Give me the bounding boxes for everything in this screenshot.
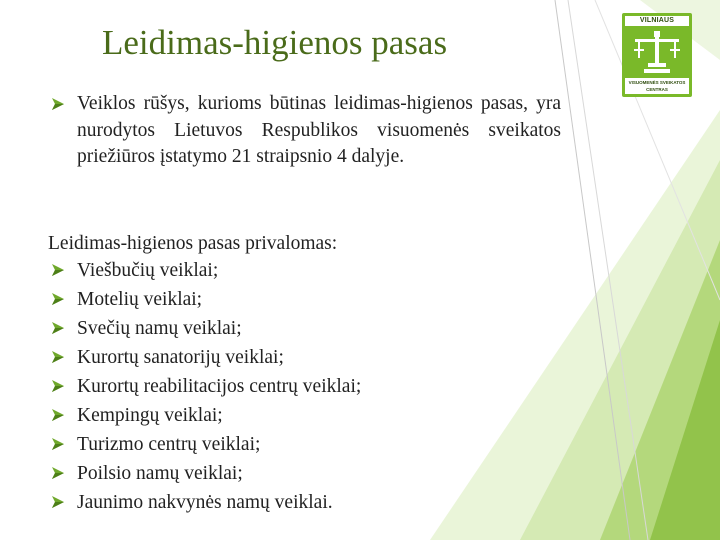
vilnius-health-center-logo [622, 13, 692, 97]
logo-top-text: VILNIAUS [625, 16, 689, 26]
list-item: Viešbučių veiklai; [77, 260, 219, 281]
list-item: Jaunimo nakvynės namų veiklai. [77, 492, 333, 513]
logo-bottom-line2: CENTRAS [646, 87, 668, 92]
arrowhead-bullet-icon [52, 380, 64, 392]
arrowhead-bullet-icon [52, 409, 64, 421]
arrowhead-bullet-icon [52, 293, 64, 305]
logo-figure-icon [630, 29, 684, 75]
list-item: Kempingų veiklai; [77, 405, 223, 426]
logo-bottom-line1: VISUOMENĖS SVEIKATOS [628, 80, 686, 85]
arrowhead-bullet-icon [52, 322, 64, 334]
intro-paragraph: Veiklos rūšys, kurioms būtinas leidimas-higienos pasas, yra nurodytos Lietuvos Respublikos visuomenės sveikatos priežiūros įstatymo 21 straipsnio 4 dalyje. [77, 93, 561, 167]
arrowhead-bullet-icon [52, 438, 64, 450]
logo-bottom-text [625, 78, 689, 94]
list-item: Svečių namų veiklai; [77, 318, 242, 339]
list-item: Kurortų sanatorijų veiklai; [77, 347, 284, 368]
arrowhead-bullet-icon [52, 467, 64, 479]
arrowhead-bullet-icon [52, 98, 64, 110]
arrowhead-bullet-icon [52, 496, 64, 508]
list-item: Poilsio namų veiklai; [77, 463, 243, 484]
list-item: Kurortų reabilitacijos centrų veiklai; [77, 376, 362, 397]
list-item: Motelių veiklai; [77, 289, 203, 310]
list-heading: Leidimas-higienos pasas privalomas: [48, 233, 338, 254]
slide-title: Leidimas-higienos pasas [102, 23, 448, 62]
list-item: Turizmo centrų veiklai; [77, 434, 261, 455]
arrowhead-bullet-icon [52, 264, 64, 276]
arrowhead-bullet-icon [52, 351, 64, 363]
